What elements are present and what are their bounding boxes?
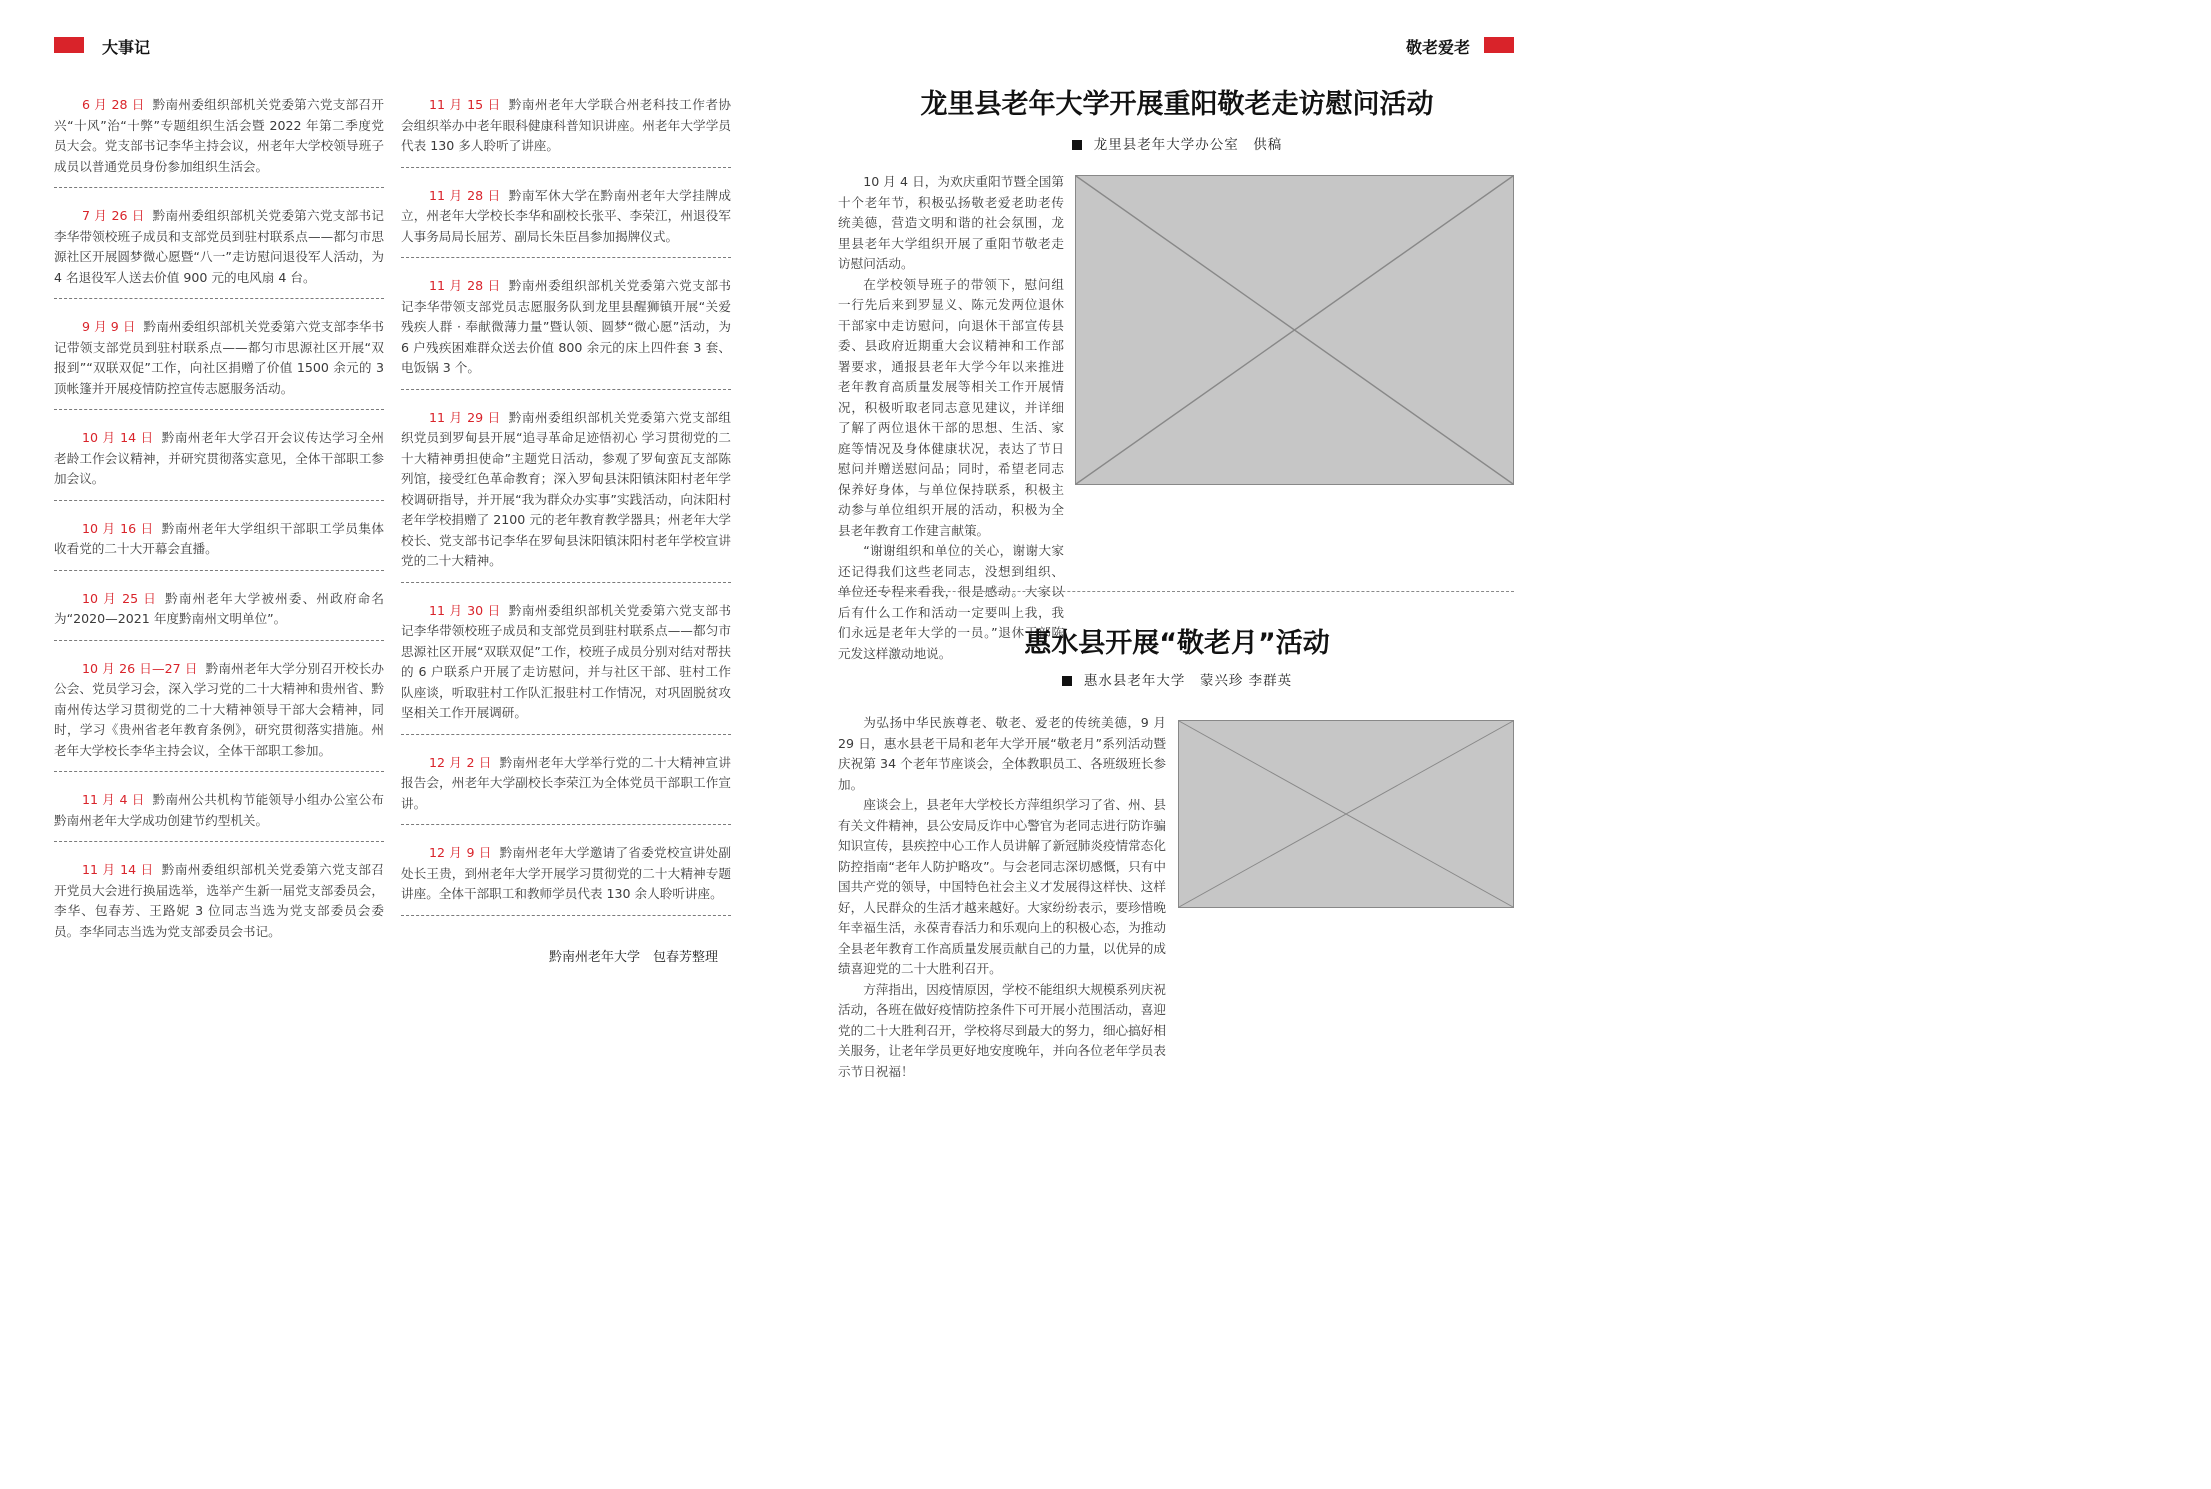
- entry-text: 黔南州委组织部机关党委第六党支部召开兴“十风”治“十弊”专题组织生活会暨 2022 年第二季度党员大会。党支部书记李华主持会议，州老年大学校领导班子成员以普通党员身份参加组织生活会。: [54, 97, 384, 174]
- chronicle-entry: [54, 856, 384, 952]
- entry-date: 11 月 29 日: [429, 409, 501, 425]
- entry-text: 黔南州老年大学邀请了省委党校宣讲处副处长王贵，到州老年大学开展学习贯彻党的二十大精神专题讲座。全体干部职工和教师学员代表 130 余人聆听讲座。: [401, 845, 731, 901]
- entry-text: 黔南州委组织部机关党委第六党支部李华书记带领支部党员到驻村联系点——都匀市思源社区开展“双报到”“双联双促”工作，向社区捐赠了价值 1500 余元的 3 顶帐篷并开展疫情防控宣传志愿服务活动。: [54, 319, 384, 396]
- entry-date: 11 月 28 日: [429, 278, 501, 293]
- byline-square-icon: [1072, 140, 1082, 150]
- chronicle-entry: [54, 91, 384, 188]
- right-section-title: 敬老爱老: [1406, 38, 1471, 57]
- article1-paragraph-3: “谢谢组织和单位的关心，谢谢大家还记得我们这些老同志，没想到组织、单位还专程来看我，很是感动。大家以后有什么工作和活动一定要叫上我，我们永远是老年大学的一员。”退休干部陈元发这样激动地说。: [838, 543, 1064, 661]
- article2-paragraph-1: 为弘扬中华民族尊老、敬老、爱老的传统美德，9 月 29 日，惠水县老干局和老年大学开展“敬老月”系列活动暨庆祝第 34 个老年节座谈会，全体教职员工、各班级班长参加。: [838, 715, 1166, 792]
- entry-text: 黔南州老年大学被州委、州政府命名为“2020—2021 年度黔南州文明单位”。: [54, 590, 385, 626]
- chronicle-entry: [54, 313, 384, 410]
- entry-date: 6 月 28 日: [82, 97, 145, 112]
- article2-photo: [1178, 720, 1514, 908]
- entry-date: 10 月 14 日: [82, 430, 154, 445]
- article1-paragraph-1: 10 月 4 日，为欢庆重阳节暨全国第十个老年节，积极弘扬敬老爱老助老传统美德，营造文明和谐的社会氛围，龙里县老年大学组织开展了重阳节敬老走访慰问活动。: [838, 174, 1064, 271]
- chronicle-column-2: [401, 91, 731, 930]
- byline-square-icon: [1062, 676, 1072, 686]
- entry-date: 12 月 9 日: [429, 845, 492, 860]
- entry-text: 黔南州委组织部机关党委第六党支部书记李华带领支部党员志愿服务队到龙里县醒狮镇开展“关爱残疾人群 · 奉献微薄力量”暨认领、圆梦“微心愿”活动，为 6 户残疾困难群众送去价值 800 余元的床上四件套 3 套、电饭锅 3 个。: [401, 278, 732, 375]
- chronicle-entry: [401, 839, 731, 916]
- entry-date: 11 月 30 日: [429, 602, 501, 618]
- entry-text: 黔南州老年大学分别召开校长办公会、党员学习会，深入学习党的二十大精神和贵州省、黔南州传达学习贯彻党的二十大精神领导干部大会精神，同时，学习《贵州省老年教育条例》，研究贯彻落实措施。州老年大学校长李华主持会议，全体干部职工参加。: [54, 660, 384, 758]
- entry-date: 9 月 9 日: [82, 319, 136, 334]
- article2-paragraph-2: 座谈会上，县老年大学校长方萍组织学习了省、州、县有关文件精神，县公安局反诈中心警官为老同志进行防诈骗知识宣传，县疾控中心工作人员讲解了新冠肺炎疫情常态化防控指南“老年人防护略攻”。与会老同志深切感慨，只有中国共产党的领导，中国特色社会主义才发展得这样快、这样好，人民群众的生活才越来越好。大家纷纷表示，要珍惜晚年幸福生活，永葆青春活力和乐观向上的积极心态，为推动全县老年教育工作高质量发展贡献自己的力量，以优异的成绩喜迎党的二十大胜利召开。: [838, 797, 1166, 976]
- entry-date: 11 月 15 日: [429, 97, 501, 112]
- chronicle-entry: [54, 515, 384, 571]
- article1-paragraph-2: 在学校领导班子的带领下，慰问组一行先后来到罗显义、陈元发两位退休干部家中走访慰问，向退休干部宣传县委、县政府近期重大会议精神和工作部署要求，通报县老年大学今年以来推进老年教育高质量发展等相关工作开展情况，积极听取老同志意见建议，并详细了解了两位退休干部的思想、生活、家庭等情况及身体健康状况，表达了节日慰问并赠送慰问品；同时，希望老同志保养好身体，与单位保持联系，积极主动参与单位组织开展的活动，积极为全县老年教育工作建言献策。: [838, 276, 1064, 538]
- entry-date: 11 月 28 日: [429, 187, 501, 203]
- chronicle-entry: [401, 91, 731, 168]
- chronicle-entry: [54, 424, 384, 501]
- entry-text: 黔南军休大学在黔南州老年大学挂牌成立，州老年大学校长李华和副校长张平、李荣江，州退役军人事务局局长屈芳、副局长朱臣昌参加揭牌仪式。: [401, 187, 732, 244]
- article2-paragraph-3: 方萍指出，因疫情原因，学校不能组织大规模系列庆祝活动，各班在做好疫情防控条件下可开展小范围活动，喜迎党的二十大胜利召开，学校将尽到最大的努力，细心搞好相关服务，让老年学员更好地安度晚年，并向各位老年学员表示节日祝福！: [838, 981, 1166, 1079]
- article-divider: [838, 591, 1514, 592]
- chronicle-entry: [54, 655, 384, 773]
- article2-title: 惠水县开展“敬老月”活动: [1024, 628, 1330, 659]
- entry-date: 11 月 4 日: [82, 792, 145, 807]
- article1-title: 龙里县老年大学开展重阳敬老走访慰问活动: [920, 89, 1434, 120]
- chronicle-entry: [401, 597, 731, 735]
- left-section-title: 大事记: [102, 38, 151, 57]
- chronicle-column-1: [54, 91, 384, 966]
- article1-byline-text: 龙里县老年大学办公室 供稿: [1093, 137, 1283, 153]
- article1-photo: [1075, 175, 1514, 485]
- right-header-bar: [1484, 37, 1514, 53]
- entry-text: 黔南州老年大学举行党的二十大精神宣讲报告会，州老年大学副校长李荣江为全体党员干部职工作宣讲。: [401, 754, 731, 811]
- article1-byline: [838, 133, 1516, 153]
- article2-byline: [838, 669, 1516, 689]
- entry-text: 黔南州老年大学联合州老科技工作者协会组织举办中老年眼科健康科普知识讲座。州老年大学学员代表 130 多人聆听了讲座。: [401, 97, 732, 153]
- chronicle-entry: [54, 585, 384, 641]
- chronicle-credit: 黔南州老年大学 包春芳整理: [549, 950, 719, 965]
- chronicle-entry: [54, 202, 384, 299]
- entry-date: 10 月 16 日: [82, 520, 154, 536]
- entry-text: 黔南州委组织部机关党委第六党支部组织党员到罗甸县开展“追寻革命足迹悟初心 学习贯彻党的二十大精神勇担使命”主题党日活动，参观了罗甸蛮瓦支部陈列馆，接受红色革命教育；深入罗甸县沫阳镇沫阳村老年学校调研指导，并开展“我为群众办实事”实践活动，向沫阳村老年学校捐赠了 2100 元的老年教育教学器具；州老年大学校长、党支部书记李华在罗甸县沫阳镇沫阳村老年学校宣讲党的二十大精神。: [401, 409, 732, 568]
- chronicle-entry: [401, 404, 731, 583]
- chronicle-entry: [401, 749, 731, 826]
- entry-text: 黔南州委组织部机关党委第六党支部书记李华带领校班子成员和支部党员到驻村联系点——都匀市思源社区开展“双联双促”工作，校班子成员分别对结对帮扶的 6 户联系户开展了走访慰问，并与社区干部、驻村工作队座谈，听取驻村工作队汇报驻村工作情况，对巩固脱贫攻坚相关工作开展调研。: [401, 602, 732, 720]
- entry-text: 黔南州老年大学召开会议传达学习全州老龄工作会议精神，并研究贯彻落实意见，全体干部职工参加会议。: [54, 430, 385, 486]
- entry-date: 11 月 14 日: [82, 862, 154, 877]
- entry-date: 10 月 25 日: [82, 590, 158, 606]
- entry-date: 7 月 26 日: [82, 208, 145, 223]
- article2-byline-text: 惠水县老年大学 蒙兴珍 李群英: [1083, 673, 1293, 689]
- entry-text: 黔南州委组织部机关党委第六党支部书记李华带领校班子成员和支部党员到驻村联系点——都匀市思源社区开展圆梦微心愿暨“八一”走访慰问退役军人活动，为 4 名退役军人送去价值 900 元的电风扇 4 台。: [54, 208, 384, 285]
- entry-date: 12 月 2 日: [429, 754, 492, 770]
- left-header-bar: [54, 37, 84, 53]
- entry-text: 黔南州委组织部机关党委第六党支部召开党员大会进行换届选举，选举产生新一届党支部委员会，李华、包春芳、王路妮 3 位同志当选为党支部委员会委员。李华同志当选为党支部委员会书记。: [54, 862, 385, 939]
- entry-date: 10 月 26 日—27 日: [82, 660, 198, 676]
- entry-text: 黔南州公共机构节能领导小组办公室公布黔南州老年大学成功创建节约型机关。: [54, 792, 384, 828]
- chronicle-entry: [401, 272, 731, 390]
- entry-text: 黔南州老年大学组织干部职工学员集体收看党的二十大开幕会直播。: [54, 520, 385, 556]
- article2-text-left: [838, 713, 1166, 1082]
- chronicle-entry: [54, 786, 384, 842]
- chronicle-entry: [401, 182, 731, 259]
